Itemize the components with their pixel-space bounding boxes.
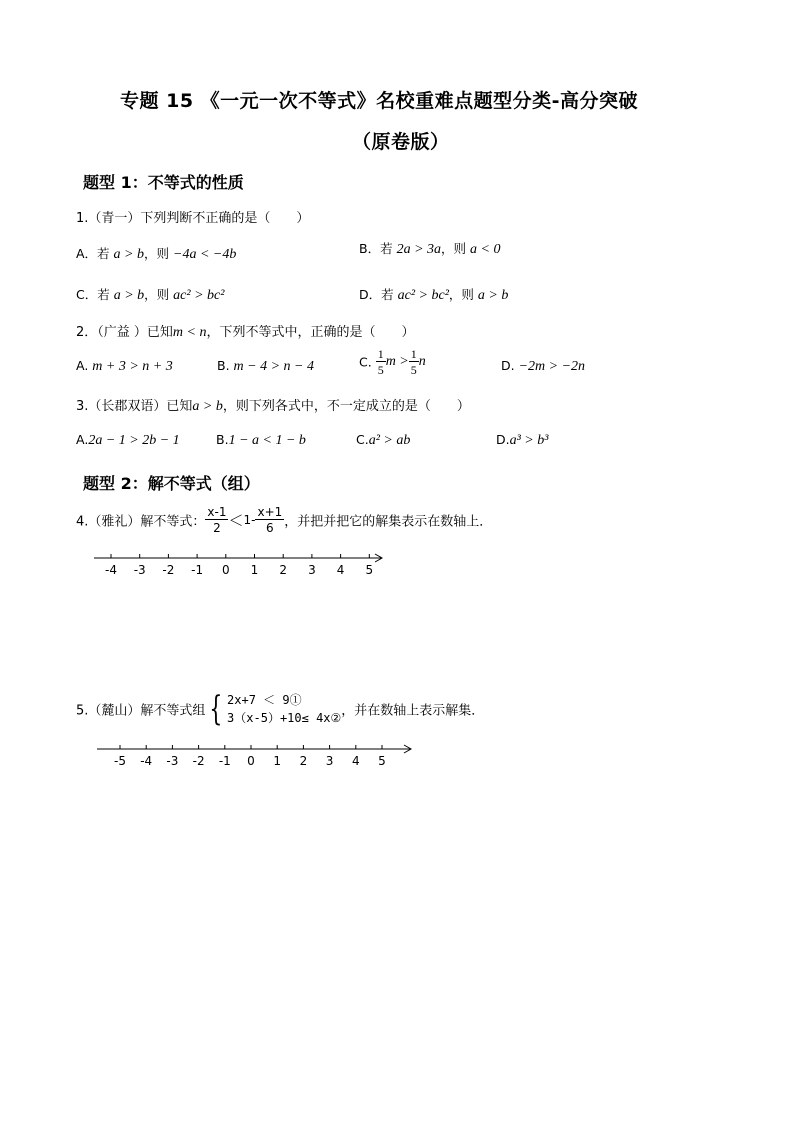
option-label: A．若 (76, 246, 110, 261)
number-line-label: 2 (299, 754, 308, 768)
question-4-stem (76, 506, 492, 534)
math-expression: m + 3 > n + 3 (92, 359, 173, 374)
question-3-option-c (356, 432, 410, 449)
math-condition: a > b (192, 399, 223, 414)
number-line-label: -4 (105, 563, 117, 577)
number-line-label: 1 (273, 754, 282, 768)
option-label: C．若 (76, 287, 110, 302)
denominator: 2 (213, 521, 221, 535)
page-title: 专题 15 《一元一次不等式》名校重难点题型分类-高分突破 (120, 90, 639, 112)
number-line-label: -3 (133, 563, 146, 577)
number-line-label: 3 (325, 754, 334, 768)
number-line-label: 0 (221, 563, 230, 577)
question-1-option-a (76, 244, 236, 263)
number-line-label: 0 (247, 754, 255, 768)
math-condition: ac² > bc² (397, 288, 449, 303)
left-brace: { (209, 689, 223, 729)
number-line-label: 4 (351, 754, 360, 768)
question-3-stem (76, 395, 470, 415)
math-condition: 2a > 3a (396, 242, 442, 257)
stem-text: ，则下列各式中，不一定成立的是（ ） (222, 399, 470, 414)
number-line-label: 5 (365, 563, 374, 577)
math-expression: n (418, 354, 426, 369)
fraction (409, 348, 419, 376)
denominator: 5 (410, 363, 417, 377)
question-2-option-c (359, 348, 426, 376)
section-heading-1: 题型 1：不等式的性质 (83, 173, 244, 192)
number-line-label: -5 (114, 754, 126, 768)
stem-text: 5.（麓山）解不等式组 (76, 703, 206, 719)
number-line-label: 4 (336, 563, 345, 577)
option-text: ，则 (441, 241, 467, 256)
question-2-option-d (501, 358, 585, 375)
number-line-label: -2 (192, 754, 205, 768)
stem-text: ，下列不等式中，正确的是（ ） (206, 325, 415, 340)
question-1-option-d (359, 285, 508, 304)
number-line-label: -4 (140, 754, 153, 768)
question-3-option-b (216, 432, 306, 449)
stem-text: ，并在数轴上表示解集． (341, 703, 485, 719)
number-line-q5 (95, 741, 425, 775)
option-label: C. (359, 354, 372, 370)
denominator: 5 (377, 363, 384, 377)
question-2-option-b (217, 358, 314, 375)
number-line-label: 3 (308, 563, 316, 577)
option-label: A. (76, 358, 89, 373)
number-line-label: -2 (162, 563, 175, 577)
option-label: D. (501, 358, 515, 373)
question-1-option-b (359, 239, 500, 258)
stem-text: 2．（广益 ）已知 (76, 325, 173, 340)
math-condition: m < n (172, 325, 207, 340)
constant-term: 1- (243, 513, 256, 527)
inequality-2: 3（x-5）+10≤ 4x② (227, 711, 342, 725)
option-label: D．若 (359, 287, 394, 302)
number-line-label: 1 (250, 563, 259, 577)
less-than-sign: ＜ (228, 511, 244, 530)
stem-text: ，并把并把它的解集表示在数轴上． (284, 514, 493, 530)
math-expression: −2m > −2n (518, 359, 586, 374)
denominator: 6 (266, 521, 274, 535)
question-1-stem: 1.（青一）下列判断不正确的是（ ） (76, 211, 310, 226)
inequality-1: 2x+7 ＜ 9① (227, 693, 302, 707)
math-result: a > b (477, 288, 509, 303)
number-line-label: -1 (218, 754, 231, 768)
math-expression: 2a − 1 > 2b − 1 (88, 433, 180, 448)
option-label: D. (496, 432, 510, 447)
fraction-left (205, 506, 228, 534)
stem-text: 4.（雅礼）解不等式： (76, 514, 206, 530)
option-label: A. (76, 432, 89, 447)
math-result: ac² > bc² (173, 288, 225, 303)
option-label: C. (356, 432, 369, 447)
number-line-label: 5 (378, 754, 386, 768)
numerator: 1 (377, 347, 384, 361)
page-subtitle: （原卷版） (352, 131, 450, 153)
question-2-option-a (76, 358, 173, 375)
question-3-option-a (76, 432, 180, 449)
numerator: 1 (410, 347, 417, 361)
option-label: B. (216, 432, 229, 447)
number-line-label: 2 (279, 563, 288, 577)
math-expression: 1 − a < 1 − b (228, 433, 306, 448)
fraction (376, 348, 386, 376)
question-3-option-d (496, 432, 548, 449)
option-text: ，则 (144, 287, 170, 302)
numerator: x+1 (257, 505, 283, 519)
number-line-label: -3 (166, 754, 179, 768)
question-5-stem (76, 691, 484, 727)
numerator: x-1 (207, 505, 227, 519)
math-expression: a³ > b³ (509, 433, 549, 448)
stem-text: 3.（长郡双语）已知 (76, 399, 193, 414)
fraction-right (255, 506, 284, 534)
math-result: −4a < −4b (173, 247, 237, 262)
number-line-label: -1 (191, 563, 204, 577)
option-label: B. (217, 358, 230, 373)
math-result: a < 0 (470, 242, 501, 257)
question-2-stem (76, 321, 414, 341)
math-condition: a > b (113, 288, 145, 303)
question-1-option-c (76, 285, 224, 304)
option-label: B．若 (359, 241, 393, 256)
math-expression: a² > ab (368, 433, 411, 448)
section-heading-2: 题型 2：解不等式（组） (83, 474, 260, 493)
math-condition: a > b (113, 247, 144, 262)
system-rows (227, 691, 341, 727)
inequality-system (205, 691, 341, 727)
option-text: ，则 (448, 287, 474, 302)
math-expression: m − 4 > n − 4 (233, 359, 314, 374)
math-expression: m > (385, 354, 409, 369)
option-text: ，则 (144, 246, 170, 261)
number-line-q4 (90, 550, 390, 584)
